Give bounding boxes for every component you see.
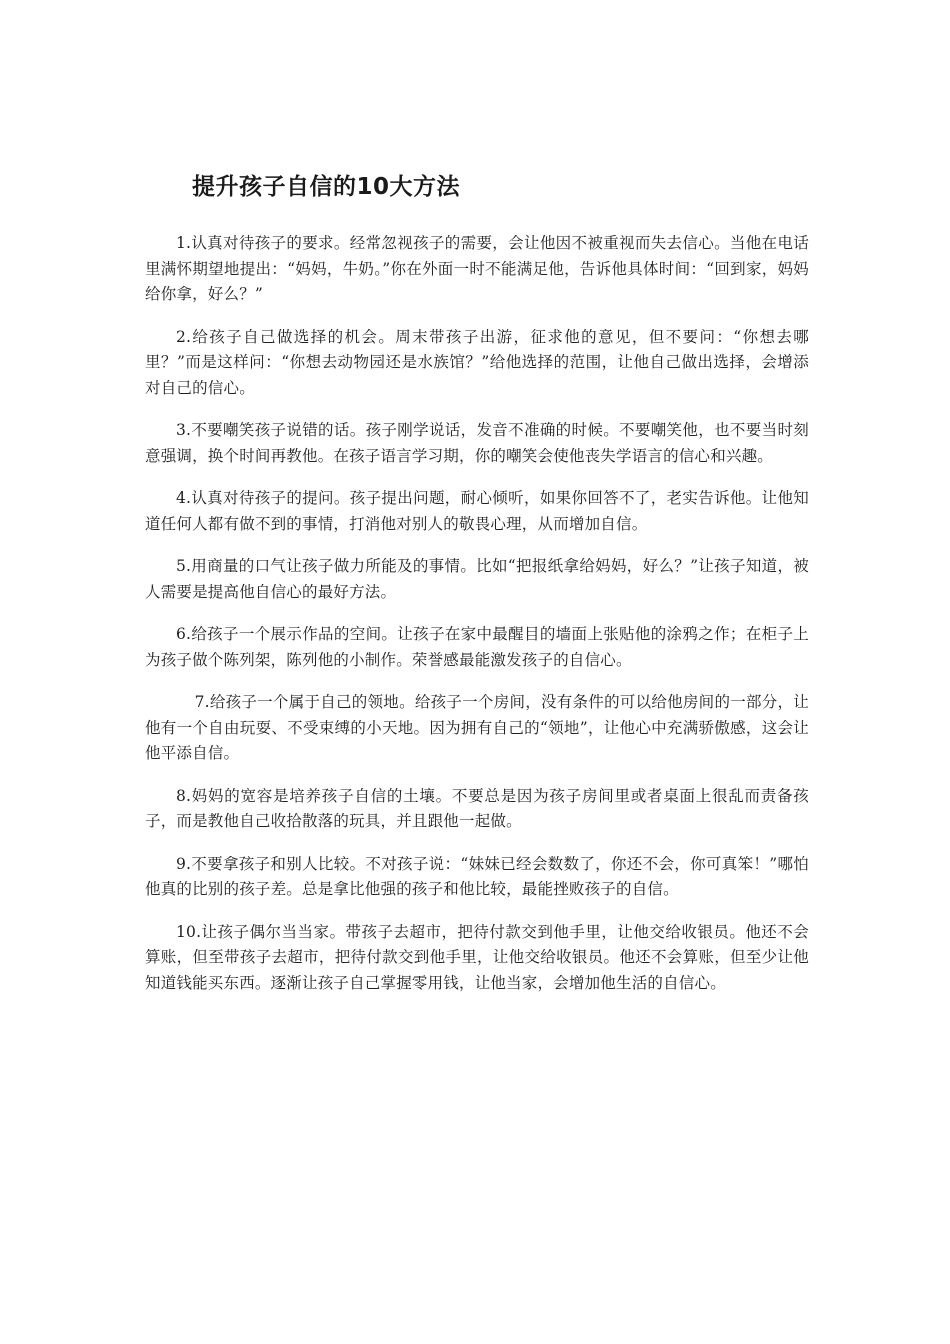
paragraph-8: 8.妈妈的宽容是培养孩子自信的土壤。不要总是因为孩子房间里或者桌面上很乱而责备孩子，而是教他自己收拾散落的玩具，并且跟他一起做。 bbox=[145, 786, 809, 830]
paragraph-10: 10.让孩子偶尔当当家。带孩子去超市，把待付款交到他手里，让他交给收银员。他还不会算账，但至带孩子去超市，把待付款交到他手里，让他交给收银员。他还不会算账，但至少让他知道钱能买东西。逐渐让孩子自己掌握零用钱，让他当家，会增加他生活的自信心。 bbox=[145, 922, 809, 992]
paragraph-7: 7.给孩子一个属于自己的领地。给孩子一个房间，没有条件的可以给他房间的一部分，让他有一个自由玩耍、不受束缚的小天地。因为拥有自己的“领地”，让他心中充满骄傲感，这会让他平添自信。 bbox=[145, 693, 809, 762]
paragraph-4: 4.认真对待孩子的提问。孩子提出问题，耐心倾听，如果你回答不了，老实告诉他。让他知道任何人都有做不到的事情，打消他对别人的敬畏心理，从而增加自信。 bbox=[145, 489, 809, 533]
paragraph-6: 6.给孩子一个展示作品的空间。让孩子在家中最醒目的墙面上张贴他的涂鸦之作；在柜子上为孩子做个陈列架，陈列他的小制作。荣誉感最能激发孩子的自信心。 bbox=[145, 625, 809, 669]
document-title: 提升孩子自信的10大方法 bbox=[192, 174, 461, 200]
document-body bbox=[145, 231, 809, 1013]
paragraph-3: 3.不要嘲笑孩子说错的话。孩子刚学说话，发音不准确的时候。不要嘲笑他，也不要当时刻意强调，换个时间再教他。在孩子语言学习期，你的嘲笑会使他丧失学语言的信心和兴趣。 bbox=[145, 421, 809, 465]
paragraph-2: 2.给孩子自己做选择的机会。周末带孩子出游，征求他的意见，但不要问：“你想去哪里？”而是这样问：“你想去动物园还是水族馆？”给他选择的范围，让他自己做出选择，会增添对自己的信心。 bbox=[145, 327, 809, 397]
paragraph-1: 1.认真对待孩子的要求。经常忽视孩子的需要，会让他因不被重视而失去信心。当他在电话里满怀期望地提出：“妈妈，牛奶。”你在外面一时不能满足他，告诉他具体时间：“回到家，妈妈给你拿，好么？” bbox=[145, 234, 809, 303]
paragraph-5: 5.用商量的口气让孩子做力所能及的事情。比如“把报纸拿给妈妈，好么？”让孩子知道，被人需要是提高他自信心的最好方法。 bbox=[145, 557, 809, 601]
paragraph-9: 9.不要拿孩子和别人比较。不对孩子说：“妹妹已经会数数了，你还不会，你可真笨！”哪怕他真的比别的孩子差。总是拿比他强的孩子和他比较，最能挫败孩子的自信。 bbox=[145, 854, 809, 898]
